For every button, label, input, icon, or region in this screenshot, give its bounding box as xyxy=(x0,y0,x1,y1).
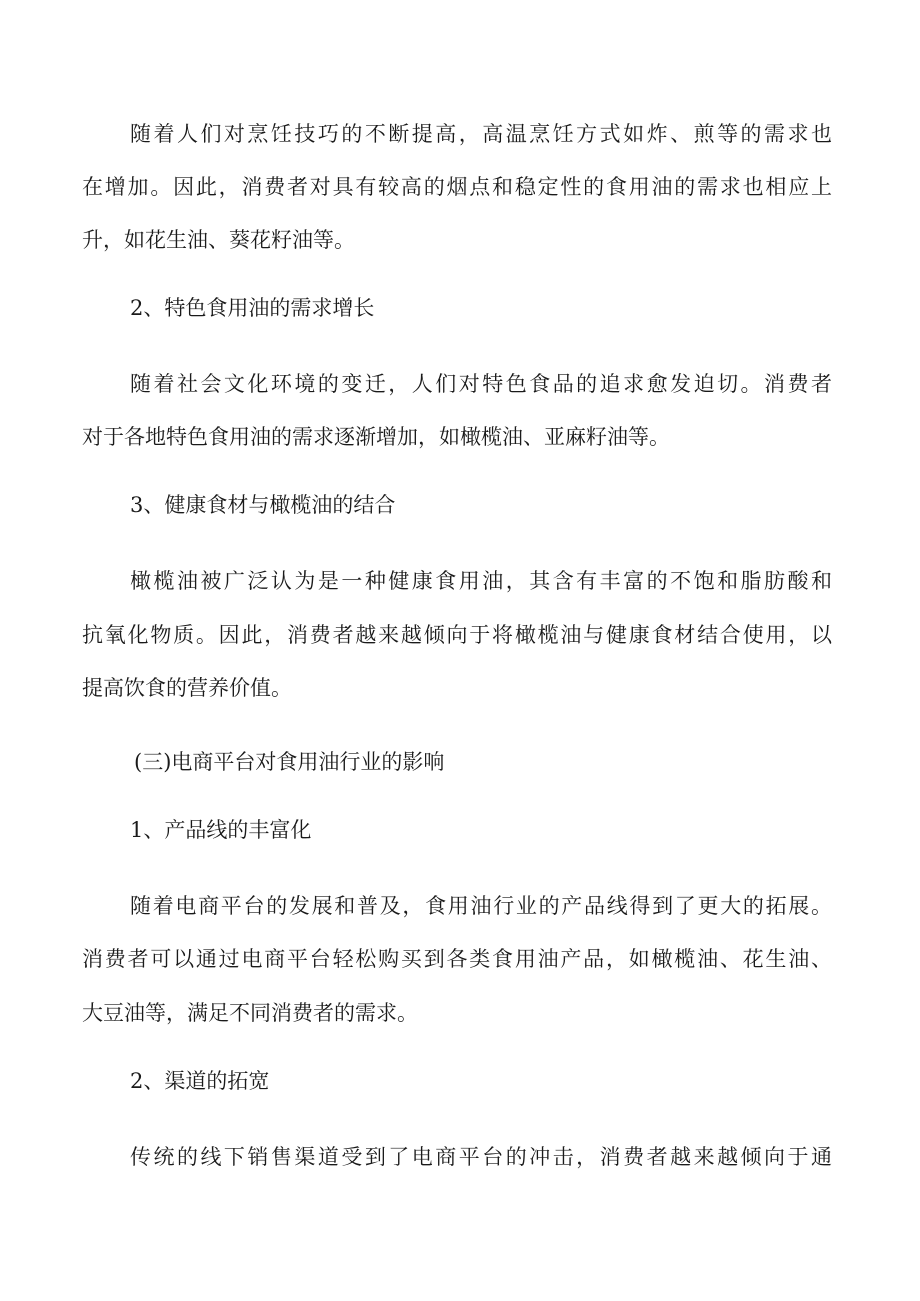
paragraph-2-line-2: 对于各地特色食用油的需求逐渐增加，如橄榄油、亚麻籽油等。 xyxy=(82,425,670,449)
paragraph-1-line-1: 随着人们对烹饪技巧的不断提高，高温烹饪方式如炸、煎等的需求也 xyxy=(130,122,832,146)
paragraph-4-line-1: 随着电商平台的发展和普及，食用油行业的产品线得到了更大的拓展。 xyxy=(130,894,832,918)
paragraph-3-line-2: 抗氧化物质。因此，消费者越来越倾向于将橄榄油与健康食材结合使用，以 xyxy=(82,623,832,647)
paragraph-4-line-2: 消费者可以通过电商平台轻松购买到各类食用油产品，如橄榄油、花生油、 xyxy=(82,947,832,971)
heading-specialty-oil-demand: 2、特色食用油的需求增长 xyxy=(130,296,375,320)
paragraph-1-line-3: 升，如花生油、葵花籽油等。 xyxy=(82,228,355,252)
paragraph-3-line-3: 提高饮食的营养价值。 xyxy=(82,676,292,700)
paragraph-3-line-1: 橄榄油被广泛认为是一种健康食用油，其含有丰富的不饱和脂肪酸和 xyxy=(130,569,832,593)
heading-product-line-enrichment: 1、产品线的丰富化 xyxy=(130,818,312,842)
paragraph-2-line-1: 随着社会文化环境的变迁，人们对特色食品的追求愈发迫切。消费者 xyxy=(130,372,832,396)
heading-channel-expansion: 2、渠道的拓宽 xyxy=(130,1069,270,1093)
section-heading-ecommerce-impact: (三)电商平台对食用油行业的影响 xyxy=(134,750,445,774)
paragraph-4-line-3: 大豆油等，满足不同消费者的需求。 xyxy=(82,1001,418,1025)
heading-healthy-food-olive-oil: 3、健康食材与橄榄油的结合 xyxy=(130,493,396,517)
paragraph-5-line-1: 传统的线下销售渠道受到了电商平台的冲击，消费者越来越倾向于通 xyxy=(130,1145,832,1169)
paragraph-1-line-2: 在增加。因此，消费者对具有较高的烟点和稳定性的食用油的需求也相应上 xyxy=(82,175,832,199)
